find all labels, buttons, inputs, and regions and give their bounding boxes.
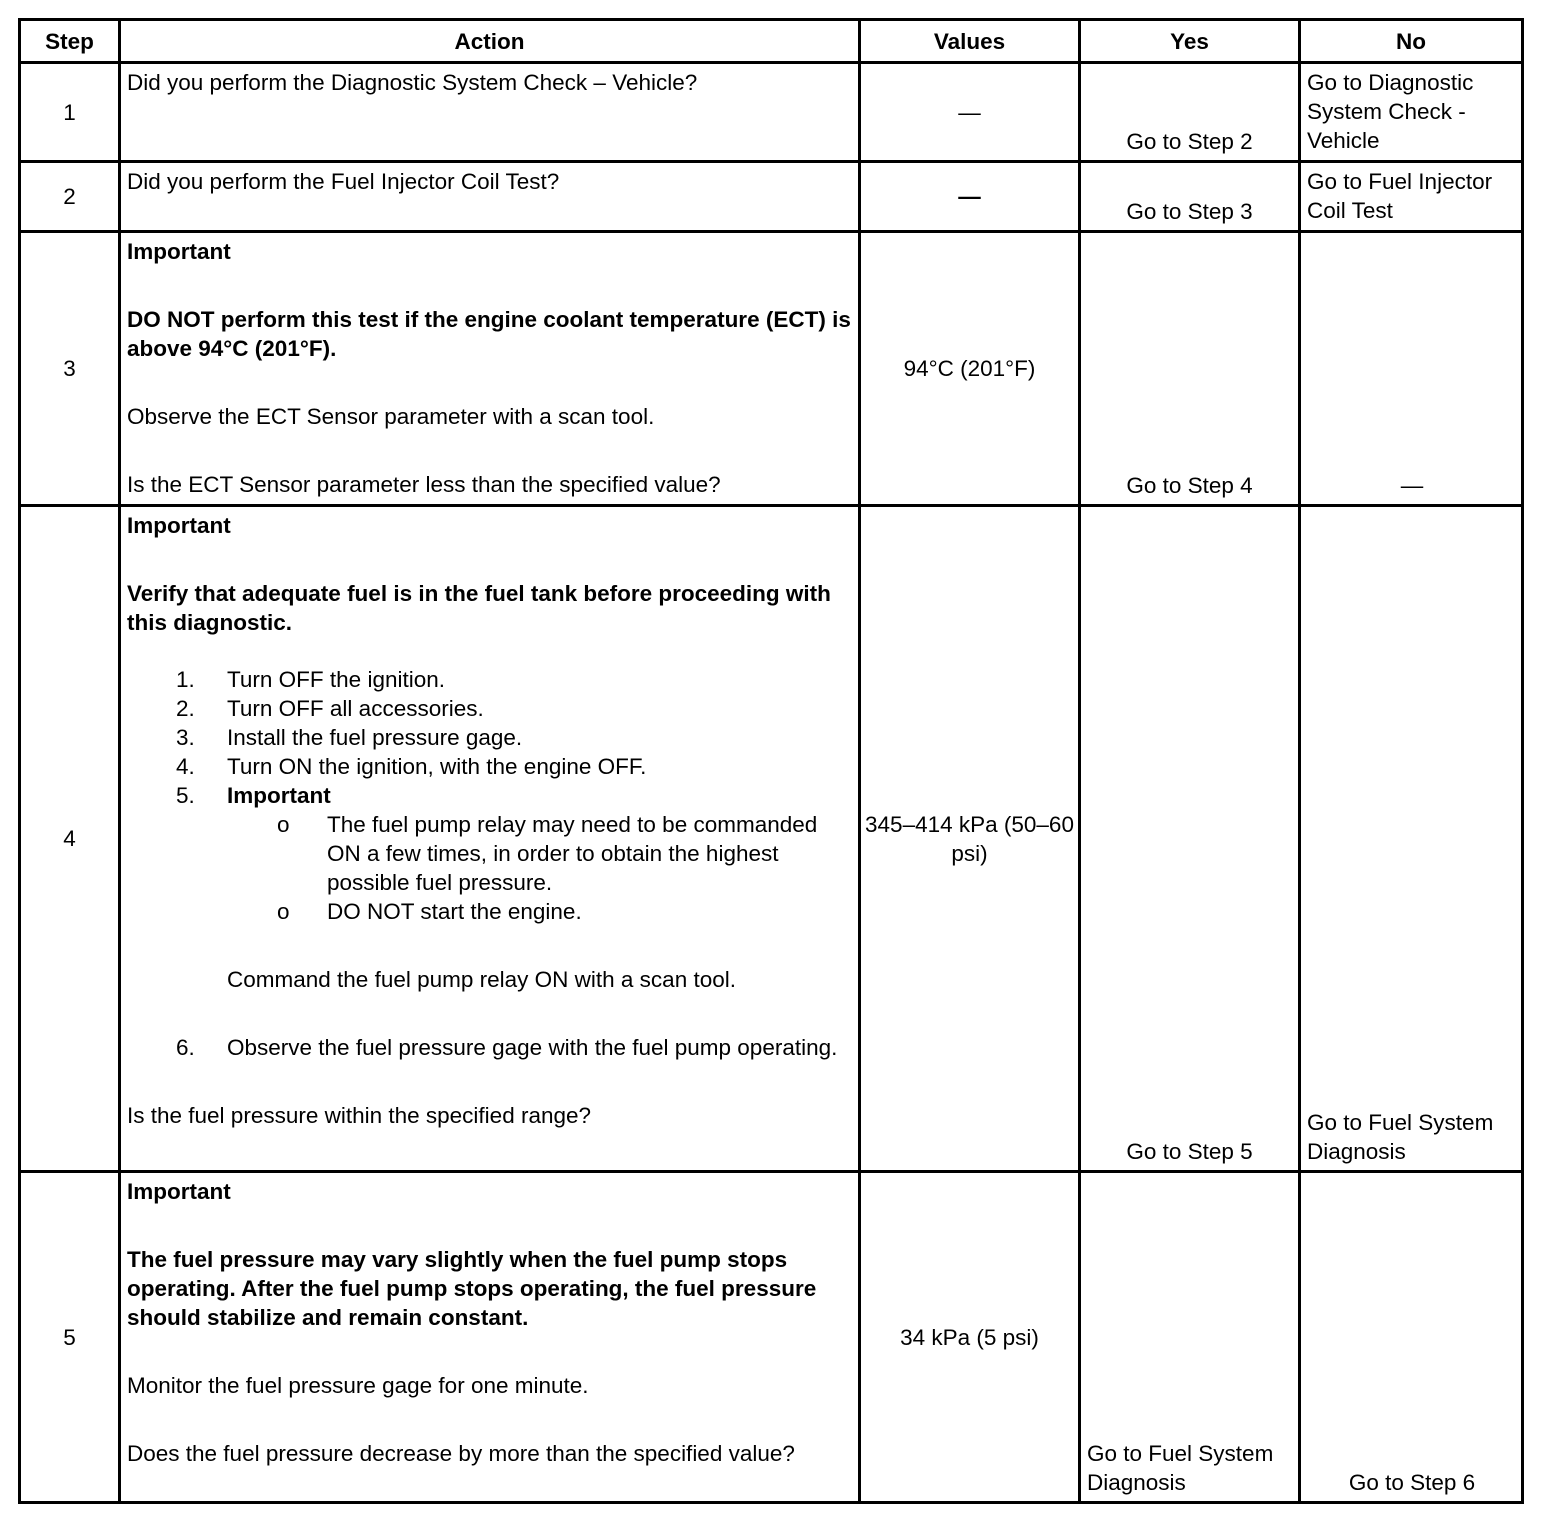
value-cell: 34 kPa (5 psi): [860, 1172, 1080, 1503]
value-cell: —: [860, 162, 1080, 232]
important-label: Important: [127, 239, 231, 264]
list-item: 1. Turn OFF the ignition.: [176, 667, 446, 692]
no-cell: Go to Fuel Injector Coil Test: [1300, 162, 1523, 232]
header-step: Step: [20, 20, 120, 63]
instruction-text: Monitor the fuel pressure gage for one minute.: [127, 1373, 589, 1398]
yes-cell: Go to Step 2: [1080, 63, 1300, 162]
command-text: Command the fuel pump relay ON with a scan tool.: [227, 967, 736, 992]
step-number: 3: [20, 232, 120, 506]
action-cell: [120, 506, 860, 1172]
step-number: 4: [20, 506, 120, 1172]
table-row: [20, 63, 1523, 162]
value-cell: 345–414 kPa (50–60 psi): [860, 506, 1080, 1172]
value-cell: —: [860, 63, 1080, 162]
action-text: Did you perform the Fuel Injector Coil Test?: [120, 162, 860, 232]
sub-list: [127, 810, 854, 1033]
action-text: Did you perform the Diagnostic System Check – Vehicle?: [120, 63, 860, 162]
step-number: 1: [20, 63, 120, 162]
instruction-text: Observe the ECT Sensor parameter with a scan tool.: [127, 404, 655, 429]
header-row: [20, 20, 1523, 63]
header-yes: Yes: [1080, 20, 1300, 63]
list-item: 2. Turn OFF all accessories.: [176, 696, 484, 721]
table-row: [20, 506, 1523, 1172]
table-row: [20, 232, 1523, 506]
step-number: 5: [20, 1172, 120, 1503]
no-cell: Go to Fuel System Diagnosis: [1300, 506, 1523, 1172]
header-no: No: [1300, 20, 1523, 63]
yes-cell: Go to Step 3: [1080, 162, 1300, 232]
header-action: Action: [120, 20, 860, 63]
important-label: Important: [127, 1179, 231, 1204]
no-cell: —: [1300, 232, 1523, 506]
value-cell: 94°C (201°F): [860, 232, 1080, 506]
list-item: 3. Install the fuel pressure gage.: [176, 725, 523, 750]
list-item: 5. Important: [176, 783, 331, 808]
question-text: Is the ECT Sensor parameter less than the specified value?: [127, 472, 721, 497]
action-cell: [120, 232, 860, 506]
numbered-list: [127, 665, 854, 1062]
step-number: 2: [20, 162, 120, 232]
warning-text: Verify that adequate fuel is in the fuel tank before proceeding with this diagnostic.: [127, 581, 831, 635]
yes-cell: Go to Step 5: [1080, 506, 1300, 1172]
diagnostic-table: [18, 18, 1524, 1504]
important-label: Important: [127, 513, 231, 538]
action-cell: [120, 1172, 860, 1503]
question-text: Does the fuel pressure decrease by more than the specified value?: [127, 1441, 795, 1466]
no-cell: Go to Diagnostic System Check - Vehicle: [1300, 63, 1523, 162]
question-text: Is the fuel pressure within the specified range?: [127, 1103, 592, 1128]
header-values: Values: [860, 20, 1080, 63]
warning-text: The fuel pressure may vary slightly when the fuel pump stops operating. After the fuel pump stops operating, the fuel pressure should stabilize and remain constant.: [127, 1247, 817, 1330]
warning-text: DO NOT perform this test if the engine coolant temperature (ECT) is above 94°C (201°F).: [127, 307, 851, 361]
list-item: 4. Turn ON the ignition, with the engine OFF.: [176, 754, 647, 779]
no-cell: Go to Step 6: [1300, 1172, 1523, 1503]
table-row: [20, 1172, 1523, 1503]
yes-cell: Go to Fuel System Diagnosis: [1080, 1172, 1300, 1503]
list-item: 6. Observe the fuel pressure gage with the fuel pump operating.: [176, 1035, 838, 1060]
table-row: [20, 162, 1523, 232]
yes-cell: Go to Step 4: [1080, 232, 1300, 506]
sub-list-item: o DO NOT start the engine.: [277, 899, 582, 924]
sub-list-item: o The fuel pump relay may need to be commanded ON a few times, in order to obtain the highest possible fuel pressure.: [277, 812, 818, 895]
